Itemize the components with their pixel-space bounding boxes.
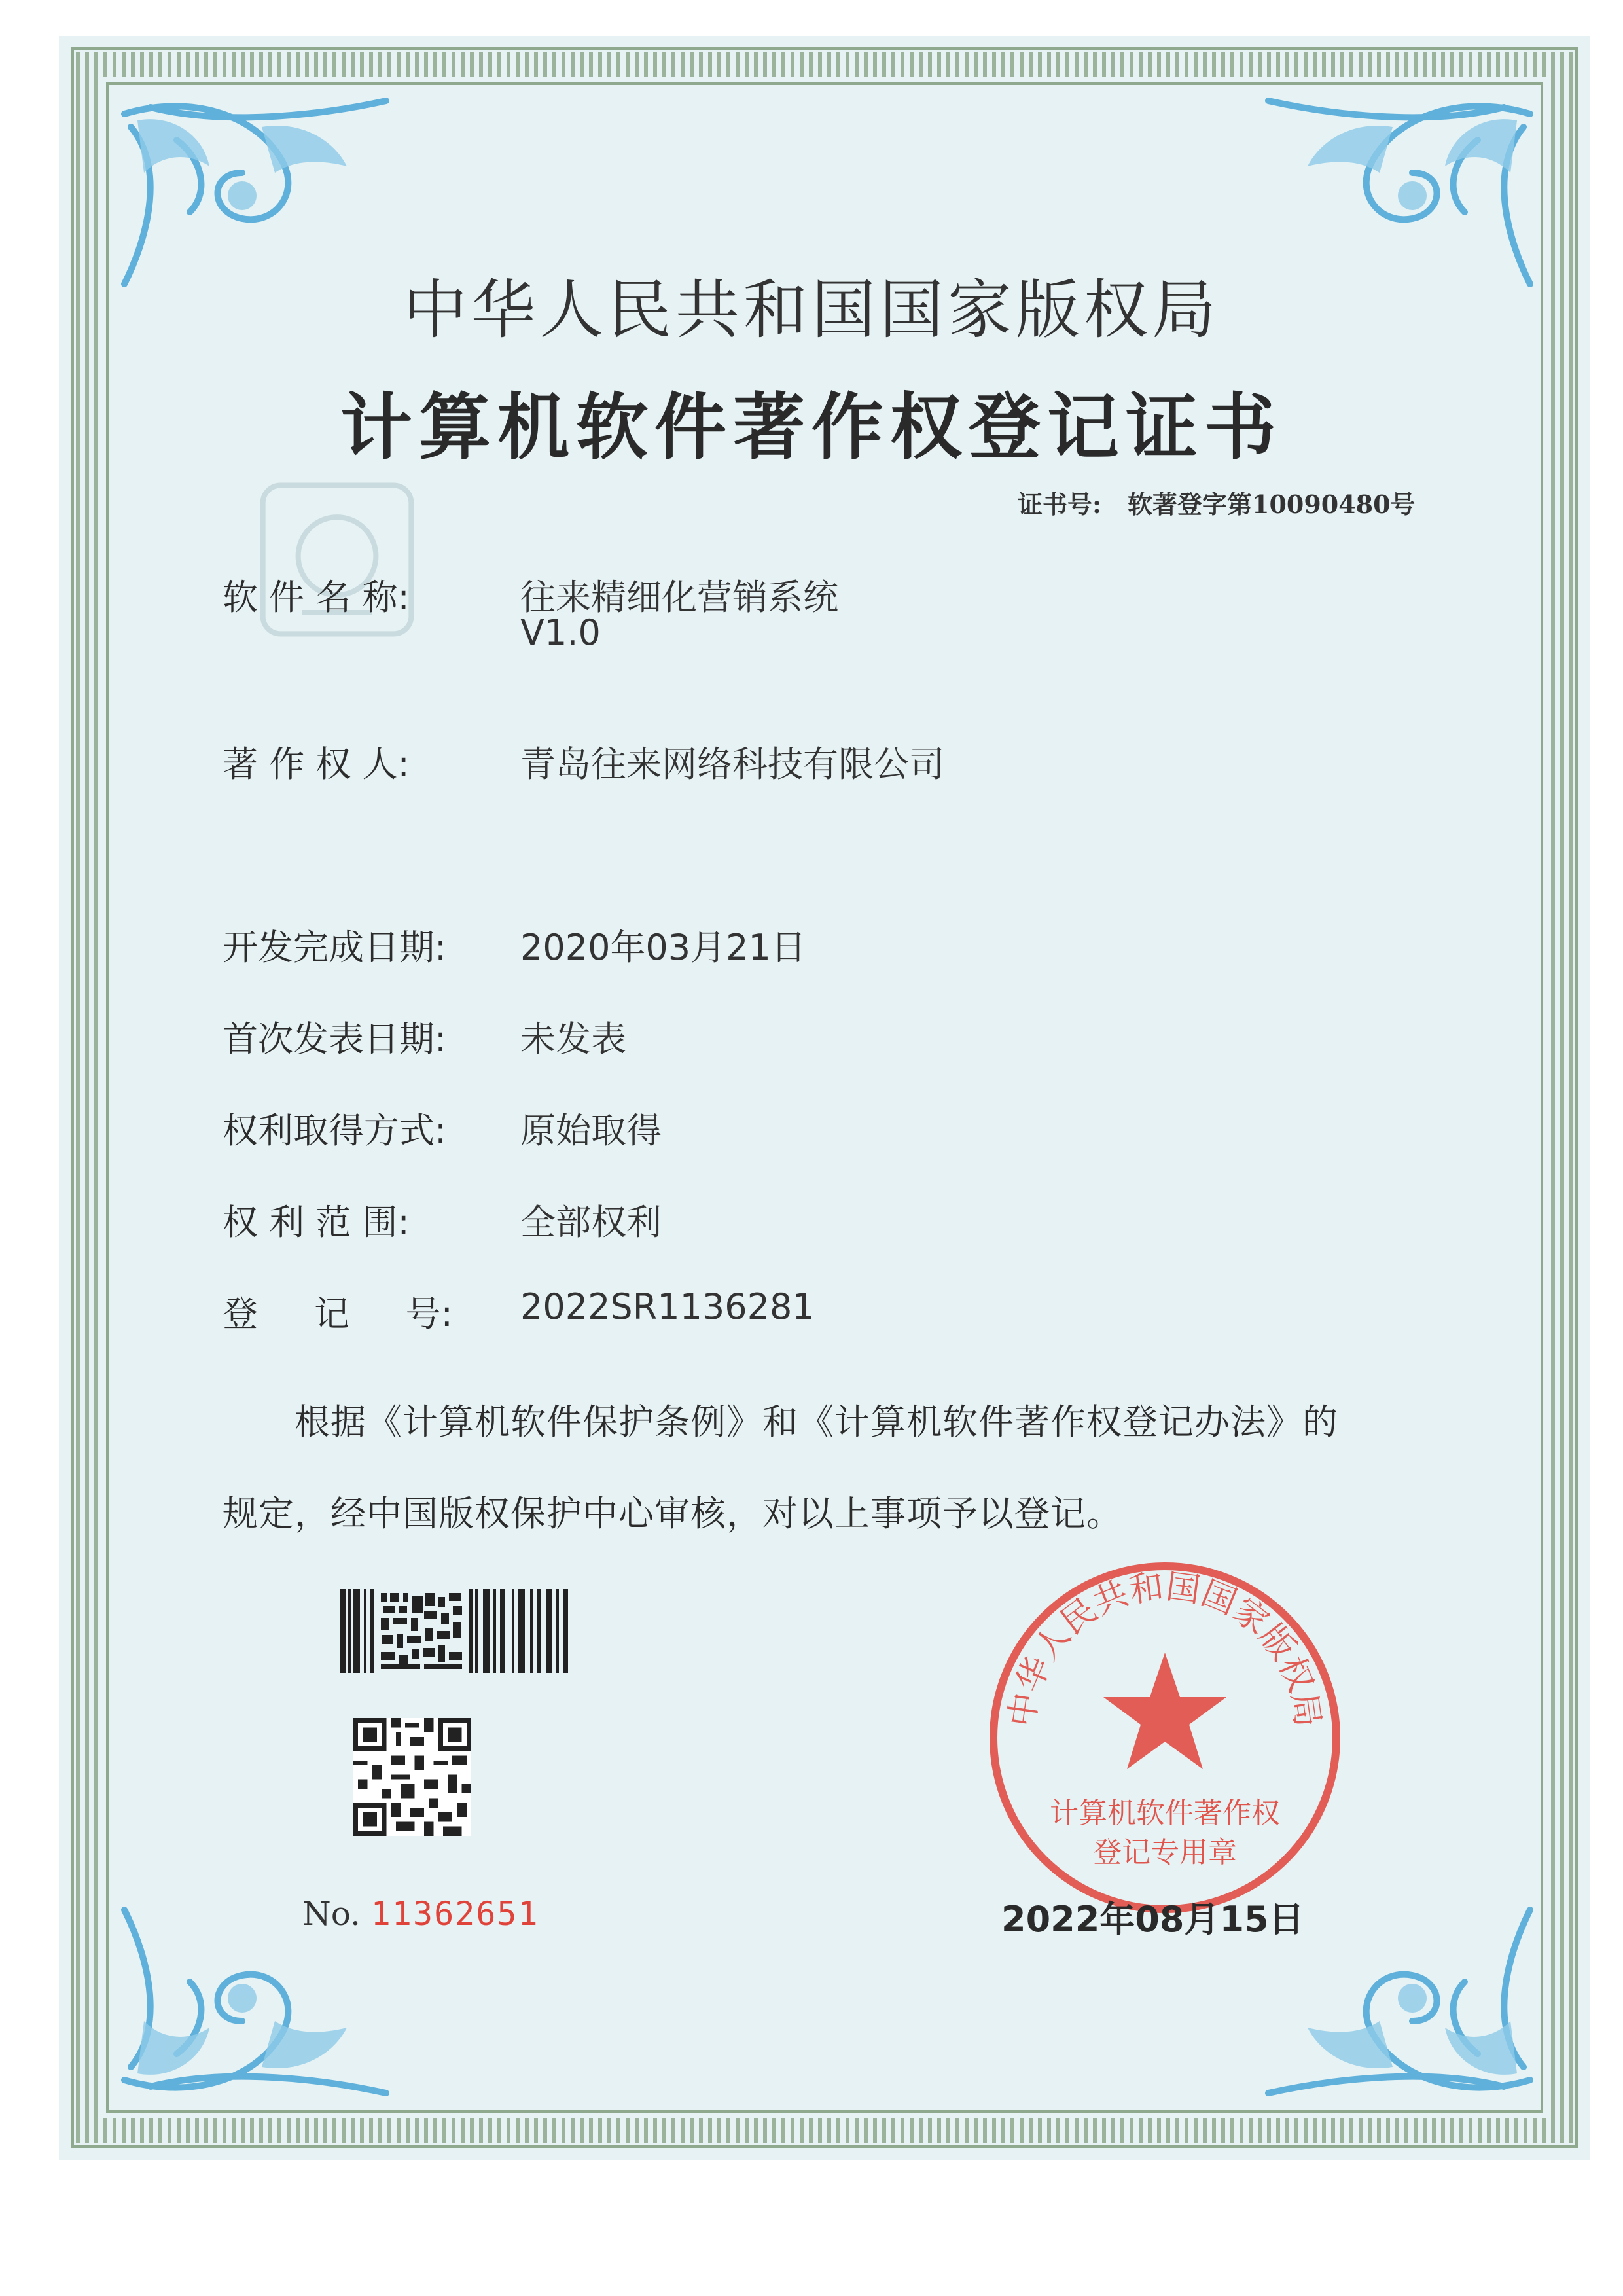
statement-line-1: 根据《计算机软件保护条例》和《计算机软件著作权登记办法》的	[294, 1401, 1338, 1443]
rights-scope-label: 权 利 范 围:	[223, 1202, 410, 1243]
barcode-graphic	[340, 1589, 569, 1673]
certificate-number-value: 软著登字第10090480号	[1128, 490, 1416, 519]
copyright-owner-value: 青岛往来网络科技有限公司	[520, 744, 944, 785]
software-name-label: 软 件 名 称:	[223, 577, 410, 618]
rights-scope-value: 全部权利	[520, 1202, 662, 1243]
svg-text:中华人民共和国国家版权局: 中华人民共和国国家版权局	[1002, 1567, 1328, 1730]
serial-number	[302, 1895, 539, 1933]
software-version-value: V1.0	[520, 612, 601, 653]
serial-number-value: 11362651	[370, 1895, 539, 1933]
certificate-number-label: 证书号:	[1018, 490, 1102, 519]
completion-date-value: 2020年03月21日	[520, 927, 806, 968]
copyright-owner-label: 著 作 权 人:	[223, 744, 410, 785]
certificate-number	[1018, 484, 1416, 520]
registration-number-label: 登 记 号:	[223, 1293, 453, 1335]
registration-number-value: 2022SR1136281	[520, 1286, 815, 1327]
statement-line-2: 规定，经中国版权保护中心审核，对以上事项予以登记。	[223, 1493, 1122, 1534]
qr-code	[353, 1718, 471, 1836]
seal-center-line-1: 计算机软件著作权	[1050, 1797, 1280, 1830]
certificate-title: 计算机软件著作权登记证书	[340, 385, 1283, 469]
official-seal-stamp	[982, 1554, 1348, 1921]
seal-center-line-2: 登记专用章	[1093, 1836, 1237, 1869]
issue-date: 2022年08月15日	[1001, 1899, 1304, 1940]
completion-date-label: 开发完成日期:	[223, 927, 447, 968]
publication-date-value: 未发表	[520, 1018, 626, 1060]
watermark-emblem	[249, 471, 425, 648]
serial-prefix: No.	[302, 1895, 361, 1933]
software-name-value: 往来精细化营销系统	[520, 577, 838, 618]
acquisition-method-label: 权利取得方式:	[223, 1110, 447, 1151]
issuer-title: 中华人民共和国国家版权局	[402, 273, 1220, 348]
publication-date-label: 首次发表日期:	[223, 1018, 447, 1060]
acquisition-method-value: 原始取得	[520, 1110, 662, 1151]
